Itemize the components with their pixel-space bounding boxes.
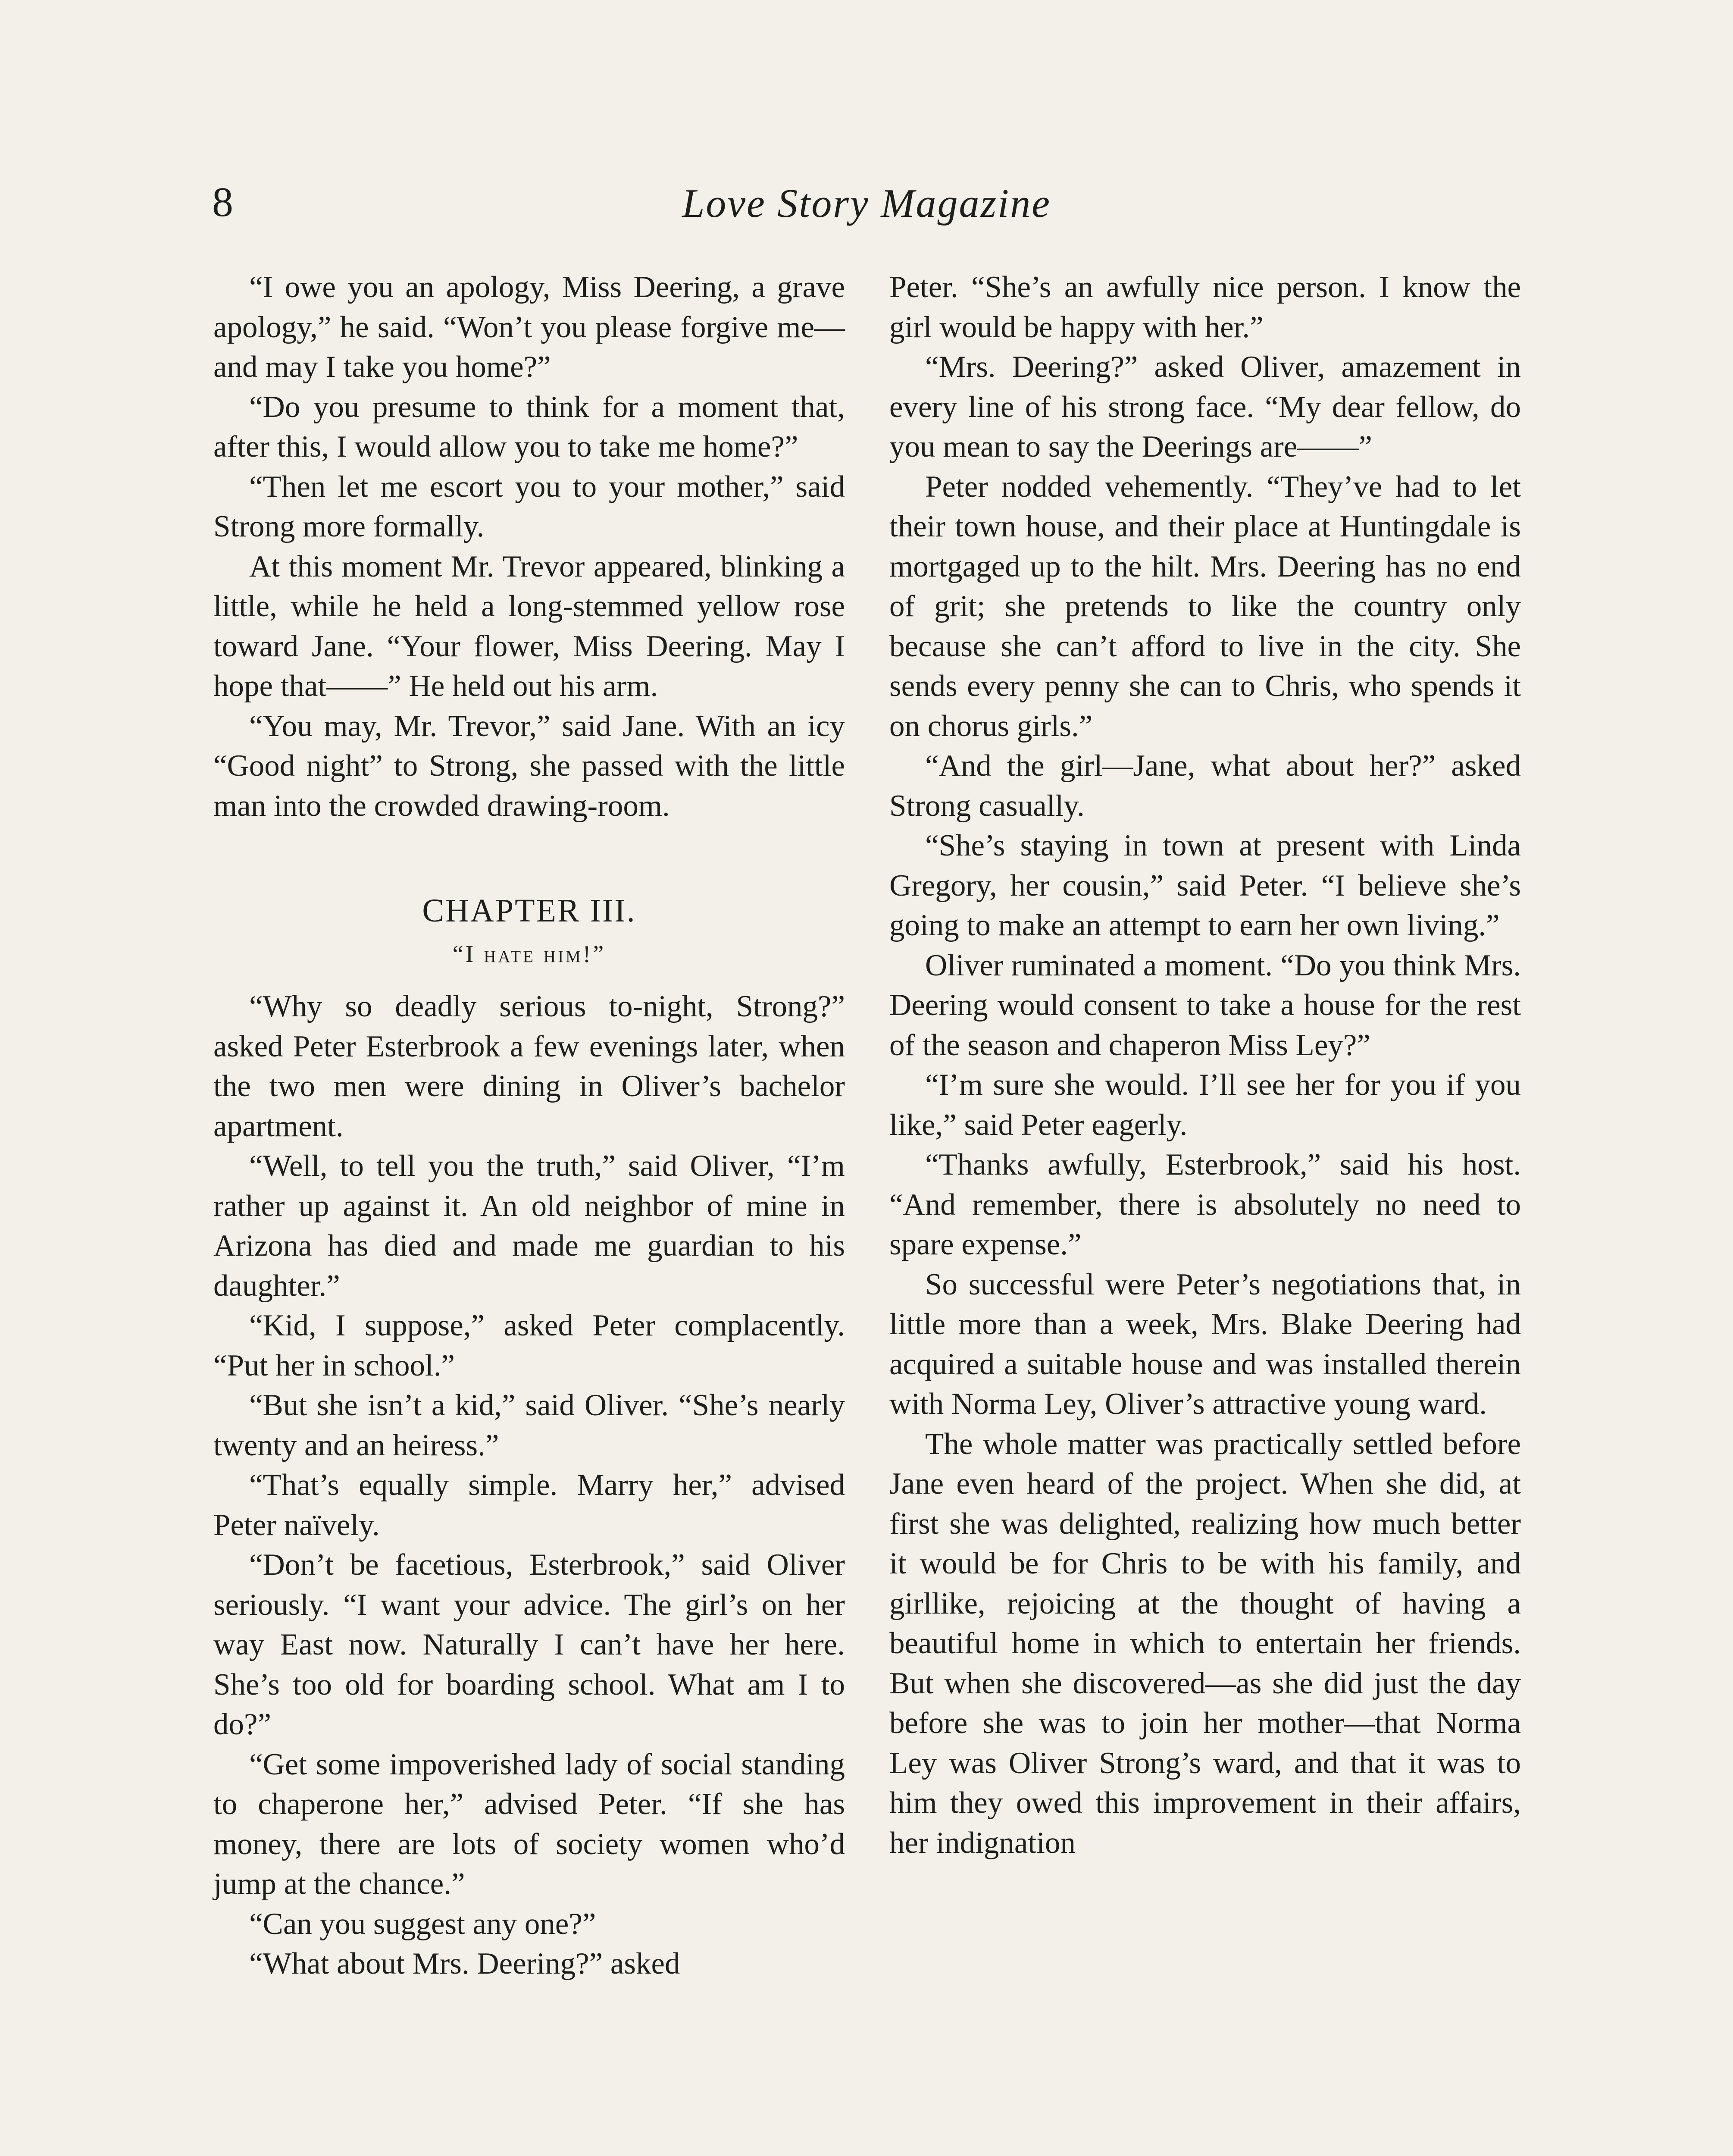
paragraph: “Kid, I suppose,” asked Peter complacently. “Put her in school.” <box>213 1309 845 1382</box>
paragraph: “Do you presume to think for a moment that, after this, I would allow you to take me home?” <box>213 390 845 464</box>
paragraph: “Well, to tell you the truth,” said Oliver, “I’m rather up against it. An old neighbor of mine in Arizona has died and made me guardian to his daughter.” <box>213 1149 845 1303</box>
paragraph: “I’m sure she would. I’ll see her for you if you like,” said Peter eagerly. <box>889 1068 1521 1142</box>
paragraph: Peter nodded vehemently. “They’ve had to let their town house, and their place at Huntingdale is mortgaged up to the hilt. Mrs. Deering has no end of grit; she pretends to like the country only because she can’t afford to live in the city. She sends every penny she can to Chris, who spends it on chorus girls.” <box>889 470 1521 743</box>
paragraph: “Can you suggest any one?” <box>249 1907 596 1941</box>
paragraph: “That’s equally simple. Marry her,” advised Peter naïvely. <box>213 1468 845 1542</box>
chapter-subtitle: “I hate him!” <box>452 941 606 968</box>
paragraph: “Thanks awfully, Esterbrook,” said his host. “And remember, there is absolutely no need to spare expense.” <box>889 1148 1521 1261</box>
paragraph: “Don’t be facetious, Esterbrook,” said Oliver seriously. “I want your advice. The girl’s on her way East now. Naturally I can’t have her here. She’s too old for boarding school. What am I to do?” <box>213 1548 845 1741</box>
paragraph: The whole matter was practically settled before Jane even heard of the project. When she did, at first she was delighted, realizing how much better it would be for Chris to be with his family, and girllike, rejoicing at the thought of having a beautiful home in which to entertain her friends. But when she discovered—as she did just the day before she was to join her mother—that Norma Ley was Oliver Strong’s ward, and that it was to him they owed this improvement in their affairs, her indignation <box>889 1427 1521 1860</box>
paragraph-continuation: Peter. “She’s an awfully nice person. I know the girl would be happy with her.” <box>889 270 1521 344</box>
running-head: Love Story Magazine <box>682 181 1051 226</box>
paragraph: “Why so deadly serious to-night, Strong?” asked Peter Esterbrook a few evenings later, when the two men were dining in Oliver’s bachelor apartment. <box>213 990 845 1143</box>
paragraph: “Get some impoverished lady of social standing to chaperone her,” advised Peter. “If she has money, there are lots of society women who’d jump at the chance.” <box>213 1747 845 1901</box>
paragraph: Oliver ruminated a moment. “Do you think Mrs. Deering would consent to take a house for the rest of the season and chaperon Miss Ley?” <box>889 948 1521 1062</box>
chapter-heading: CHAPTER III. <box>422 893 636 929</box>
left-column <box>213 267 845 1984</box>
right-column <box>889 267 1521 1863</box>
paragraph: “And the girl—Jane, what about her?” asked Strong casually. <box>889 749 1521 823</box>
paragraph: “She’s staying in town at present with Linda Gregory, her cousin,” said Peter. “I believe she’s going to make an attempt to earn her own living.” <box>889 829 1521 942</box>
page-number: 8 <box>212 179 233 226</box>
paragraph: “Then let me escort you to your mother,” said Strong more formally. <box>213 470 845 543</box>
paragraph: “Mrs. Deering?” asked Oliver, amazement in every line of his strong face. “My dear fellow, do you mean to say the Deerings are——” <box>889 350 1521 464</box>
paragraph: “What about Mrs. Deering?” asked <box>249 1947 680 1981</box>
paragraph: At this moment Mr. Trevor appeared, blinking a little, while he held a long-stemmed yellow rose toward Jane. “Your flower, Miss Deering. May I hope that——” He held out his arm. <box>213 549 845 703</box>
paragraph: “I owe you an apology, Miss Deering, a grave apology,” he said. “Won’t you please forgive me—and may I take you home?” <box>213 270 845 384</box>
paragraph: “But she isn’t a kid,” said Oliver. “She’s nearly twenty and an heiress.” <box>213 1388 845 1462</box>
paragraph: “You may, Mr. Trevor,” said Jane. With an icy “Good night” to Strong, she passed with the little man into the crowded drawing-room. <box>213 709 845 823</box>
paragraph: So successful were Peter’s negotiations that, in little more than a week, Mrs. Blake Deering had acquired a suitable house and was installed therein with Norma Ley, Oliver’s attractive young ward. <box>889 1267 1521 1421</box>
